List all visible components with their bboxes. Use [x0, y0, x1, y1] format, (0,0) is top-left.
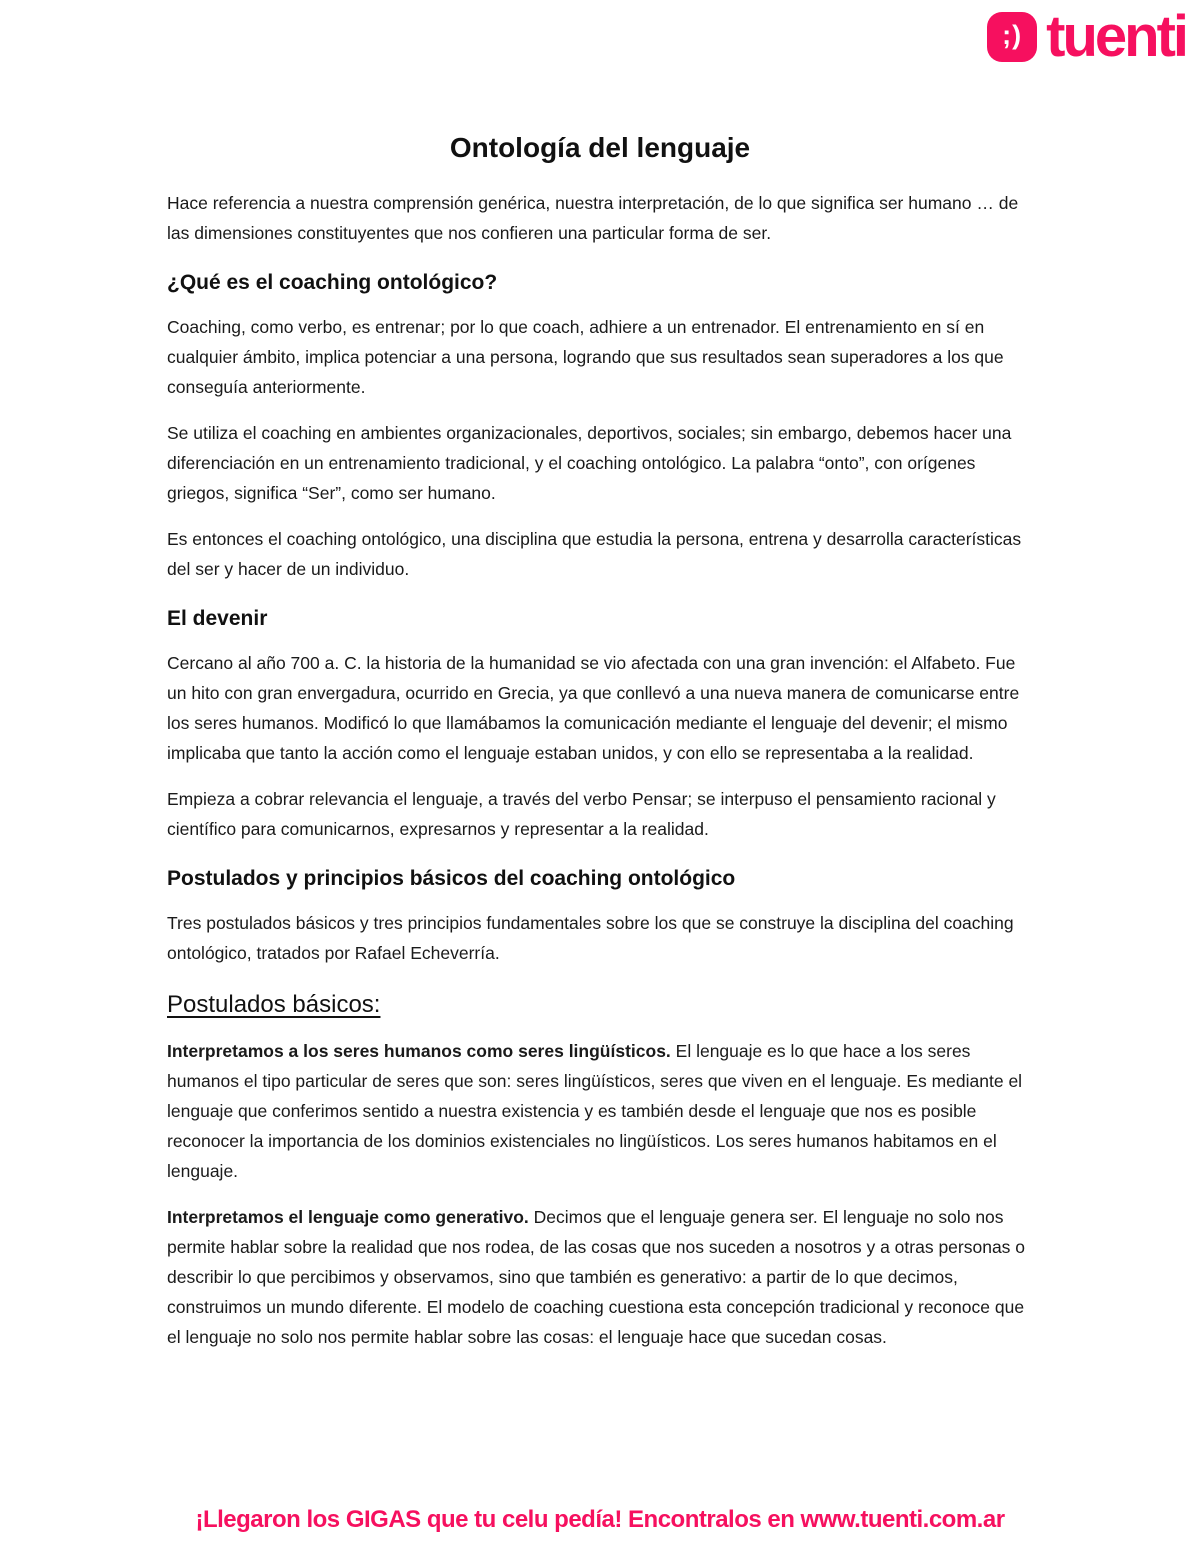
intro-paragraph: Hace referencia a nuestra comprensión genérica, nuestra interpretación, de lo que significa ser humano … de las dimensiones constituyentes que nos confieren una particular forma de ser.: [167, 193, 1019, 243]
paragraph-cercano-700: Cercano al año 700 a. C. la historia de la humanidad se vio afectada con una gran invención: el Alfabeto. Fue un hito con gran envergadura, ocurrido en Grecia, ya que conllevó a una nueva manera de comunicarse entre los seres humanos. Modificó lo que llamábamos la comunicación mediante el lenguaje del devenir; el mismo implicaba que tanto la acción como el lenguaje estaban unidos, y con ello se representaba a la realidad.: [167, 653, 1020, 763]
section-heading-postulados-principios: Postulados y principios básicos del coaching ontológico: [167, 867, 736, 890]
paragraph-empieza-cobrar: Empieza a cobrar relevancia el lenguaje, a través del verbo Pensar; se interpuso el pensamiento racional y científico para comunicarnos, expresarnos y representar a la realidad.: [167, 789, 996, 839]
paragraph-coaching-verbo: Coaching, como verbo, es entrenar; por lo que coach, adhiere a un entrenador. El entrenamiento en sí en cualquier ámbito, implica potenciar a una persona, logrando que sus resultados sean superadores a los que conseguía anteriormente.: [167, 317, 1004, 397]
paragraph-tres-postulados: Tres postulados básicos y tres principios fundamentales sobre los que se construye la disciplina del coaching ontológico, tratados por Rafael Echeverría.: [167, 913, 1014, 963]
postulado-1-text: El lenguaje es lo que hace a los seres humanos el tipo particular de seres que son: seres lingüísticos, seres que viven en el lenguaje. Es mediante el lenguaje que conferimos sentido a nuestra existencia y es también desde el lenguaje que nos es posible reconocer la importancia de los dominios existenciales no lingüísticos. Los seres humanos habitamos en el lenguaje.: [167, 1041, 1023, 1181]
paragraph-postulado-linguisticos: [167, 1036, 1033, 1186]
tuenti-logo: [987, 4, 1186, 69]
document-body: [167, 132, 1033, 1368]
subheading-postulados-basicos: Postulados básicos:: [167, 991, 381, 1018]
tuenti-wordmark: tuenti: [1046, 4, 1186, 69]
paragraph-postulado-generativo: [167, 1202, 1033, 1352]
document-title: Ontología del lenguaje: [449, 132, 751, 163]
postulado-2-text: Decimos que el lenguaje genera ser. El lenguaje no solo nos permite hablar sobre la realidad que nos rodea, de las cosas que nos suceden a nosotros y a otras personas o describir lo que percibimos y observamos, sino que también es generativo: a partir de lo que decimos, construimos un mundo diferente. El modelo de coaching cuestiona esta concepción tradicional y reconoce que el lenguaje no solo nos permite hablar sobre las cosas: el lenguaje hace que sucedan cosas.: [167, 1207, 1026, 1347]
postulado-2-lead: Interpretamos el lenguaje como generativo.: [167, 1207, 529, 1227]
section-heading-que-es-coaching: ¿Qué es el coaching ontológico?: [167, 271, 498, 294]
tuenti-wink-icon: [987, 12, 1037, 62]
section-heading-el-devenir: El devenir: [167, 607, 268, 630]
footer-banner-text: ¡Llegaron los GIGAS que tu celu pedía! Encontralos en www.tuenti.com.ar: [195, 1506, 1005, 1533]
footer-banner: [0, 1506, 1200, 1534]
paragraph-es-entonces: Es entonces el coaching ontológico, una disciplina que estudia la persona, entrena y desarrolla características del ser y hacer de un individuo.: [167, 529, 1022, 579]
wink-emoticon: ;): [1002, 19, 1023, 50]
postulado-1-lead: Interpretamos a los seres humanos como seres lingüísticos.: [167, 1041, 671, 1061]
paragraph-se-utiliza: Se utiliza el coaching en ambientes organizacionales, deportivos, sociales; sin embargo, debemos hacer una diferenciación en un entrenamiento tradicional, y el coaching ontológico. La palabra “onto”, con orígenes griegos, significa “Ser”, como ser humano.: [167, 423, 1012, 503]
